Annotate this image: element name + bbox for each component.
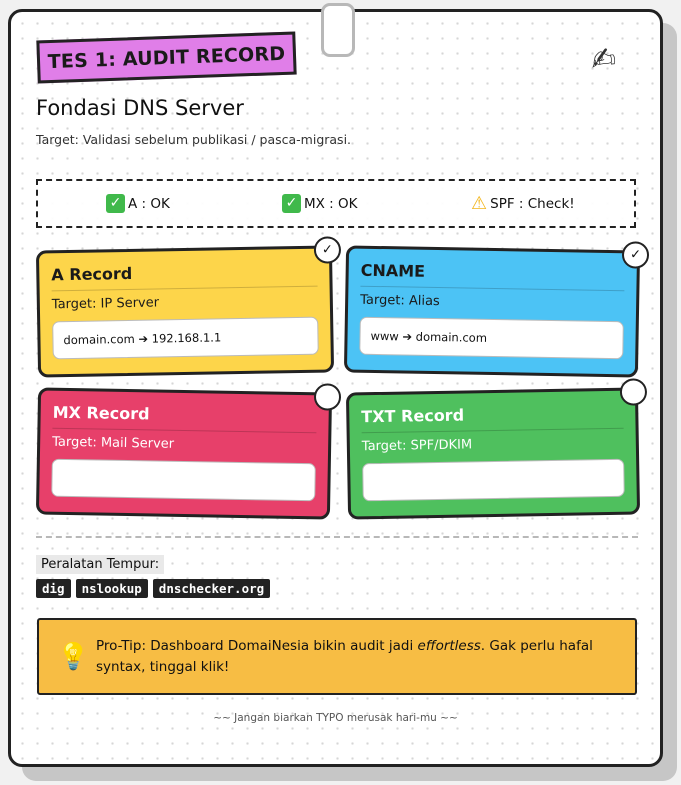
title-banner: TES 1: AUDIT RECORD [36,31,296,83]
mx-record-title: MX Record [52,403,316,434]
check-mark-icon: ✓ [629,247,642,263]
a-record-title: A Record [51,261,317,292]
pro-tip-emphasis: effortless [417,638,481,654]
pro-tip-box [37,618,637,695]
mx-record-card [36,387,332,519]
mx-record-checkbox[interactable] [314,383,341,410]
txt-record-checkbox[interactable] [620,378,647,405]
tool-dig: dig [36,579,71,598]
section-divider [36,536,638,538]
a-record-target: Target: IP Server [51,295,160,313]
a-record-card [36,242,334,377]
binder-clip [321,3,355,57]
tools-label: Peralatan Tempur: [36,555,164,574]
txt-record-target: Target: SPF/DKIM [361,437,473,455]
status-strip [36,179,636,228]
writing-hand-icon: ✍ [589,40,618,79]
cname-record-value: www ➔ domain.com [370,328,488,345]
status-mx-label: MX : OK [304,195,358,212]
status-spf [471,181,575,226]
pro-tip-text [96,636,616,678]
cname-record-card [344,245,640,377]
check-mark-icon: ✓ [321,242,334,258]
audit-card [8,9,663,767]
status-mx [282,181,358,226]
mx-record-target: Target: Mail Server [52,434,175,452]
tools-list [36,579,270,598]
check-mark-icon: ✓ [282,194,301,213]
status-a-label: A : OK [128,195,170,212]
cname-record-target: Target: Alias [360,292,440,310]
status-spf-label: SPF : Check! [490,195,575,212]
mx-record-value-field[interactable] [51,459,316,502]
cname-record-checkbox[interactable] [622,241,649,268]
cname-record-value-field[interactable] [359,317,624,360]
status-a [106,181,170,226]
check-mark-icon: ✓ [106,194,125,213]
page-title: Fondasi DNS Server [36,96,244,120]
tool-nslookup: nslookup [76,579,148,598]
pro-tip-text-start: Pro-Tip: Dashboard DomaiNesia bikin audit jadi [96,638,418,654]
a-record-value-field[interactable] [52,317,319,360]
warning-icon: ⚠ [471,193,488,214]
txt-record-value-field[interactable] [362,459,625,502]
a-record-checkbox[interactable] [314,236,341,263]
footer-note: ~~ Jangan biarkan TYPO merusak hari-mu ~~ [213,712,458,724]
page-subtitle: Target: Validasi sebelum publikasi / pasca-migrasi. [36,132,352,147]
pro-tip-text-end: . Gak perlu hafal syntax, tinggal klik! [96,638,593,675]
lightbulb-icon: 💡 [57,642,90,672]
txt-record-card [346,387,640,519]
cname-record-title: CNAME [360,261,624,292]
txt-record-title: TXT Record [361,403,623,434]
a-record-value: domain.com ➔ 192.168.1.1 [63,330,222,348]
tool-dnschecker: dnschecker.org [153,579,270,598]
